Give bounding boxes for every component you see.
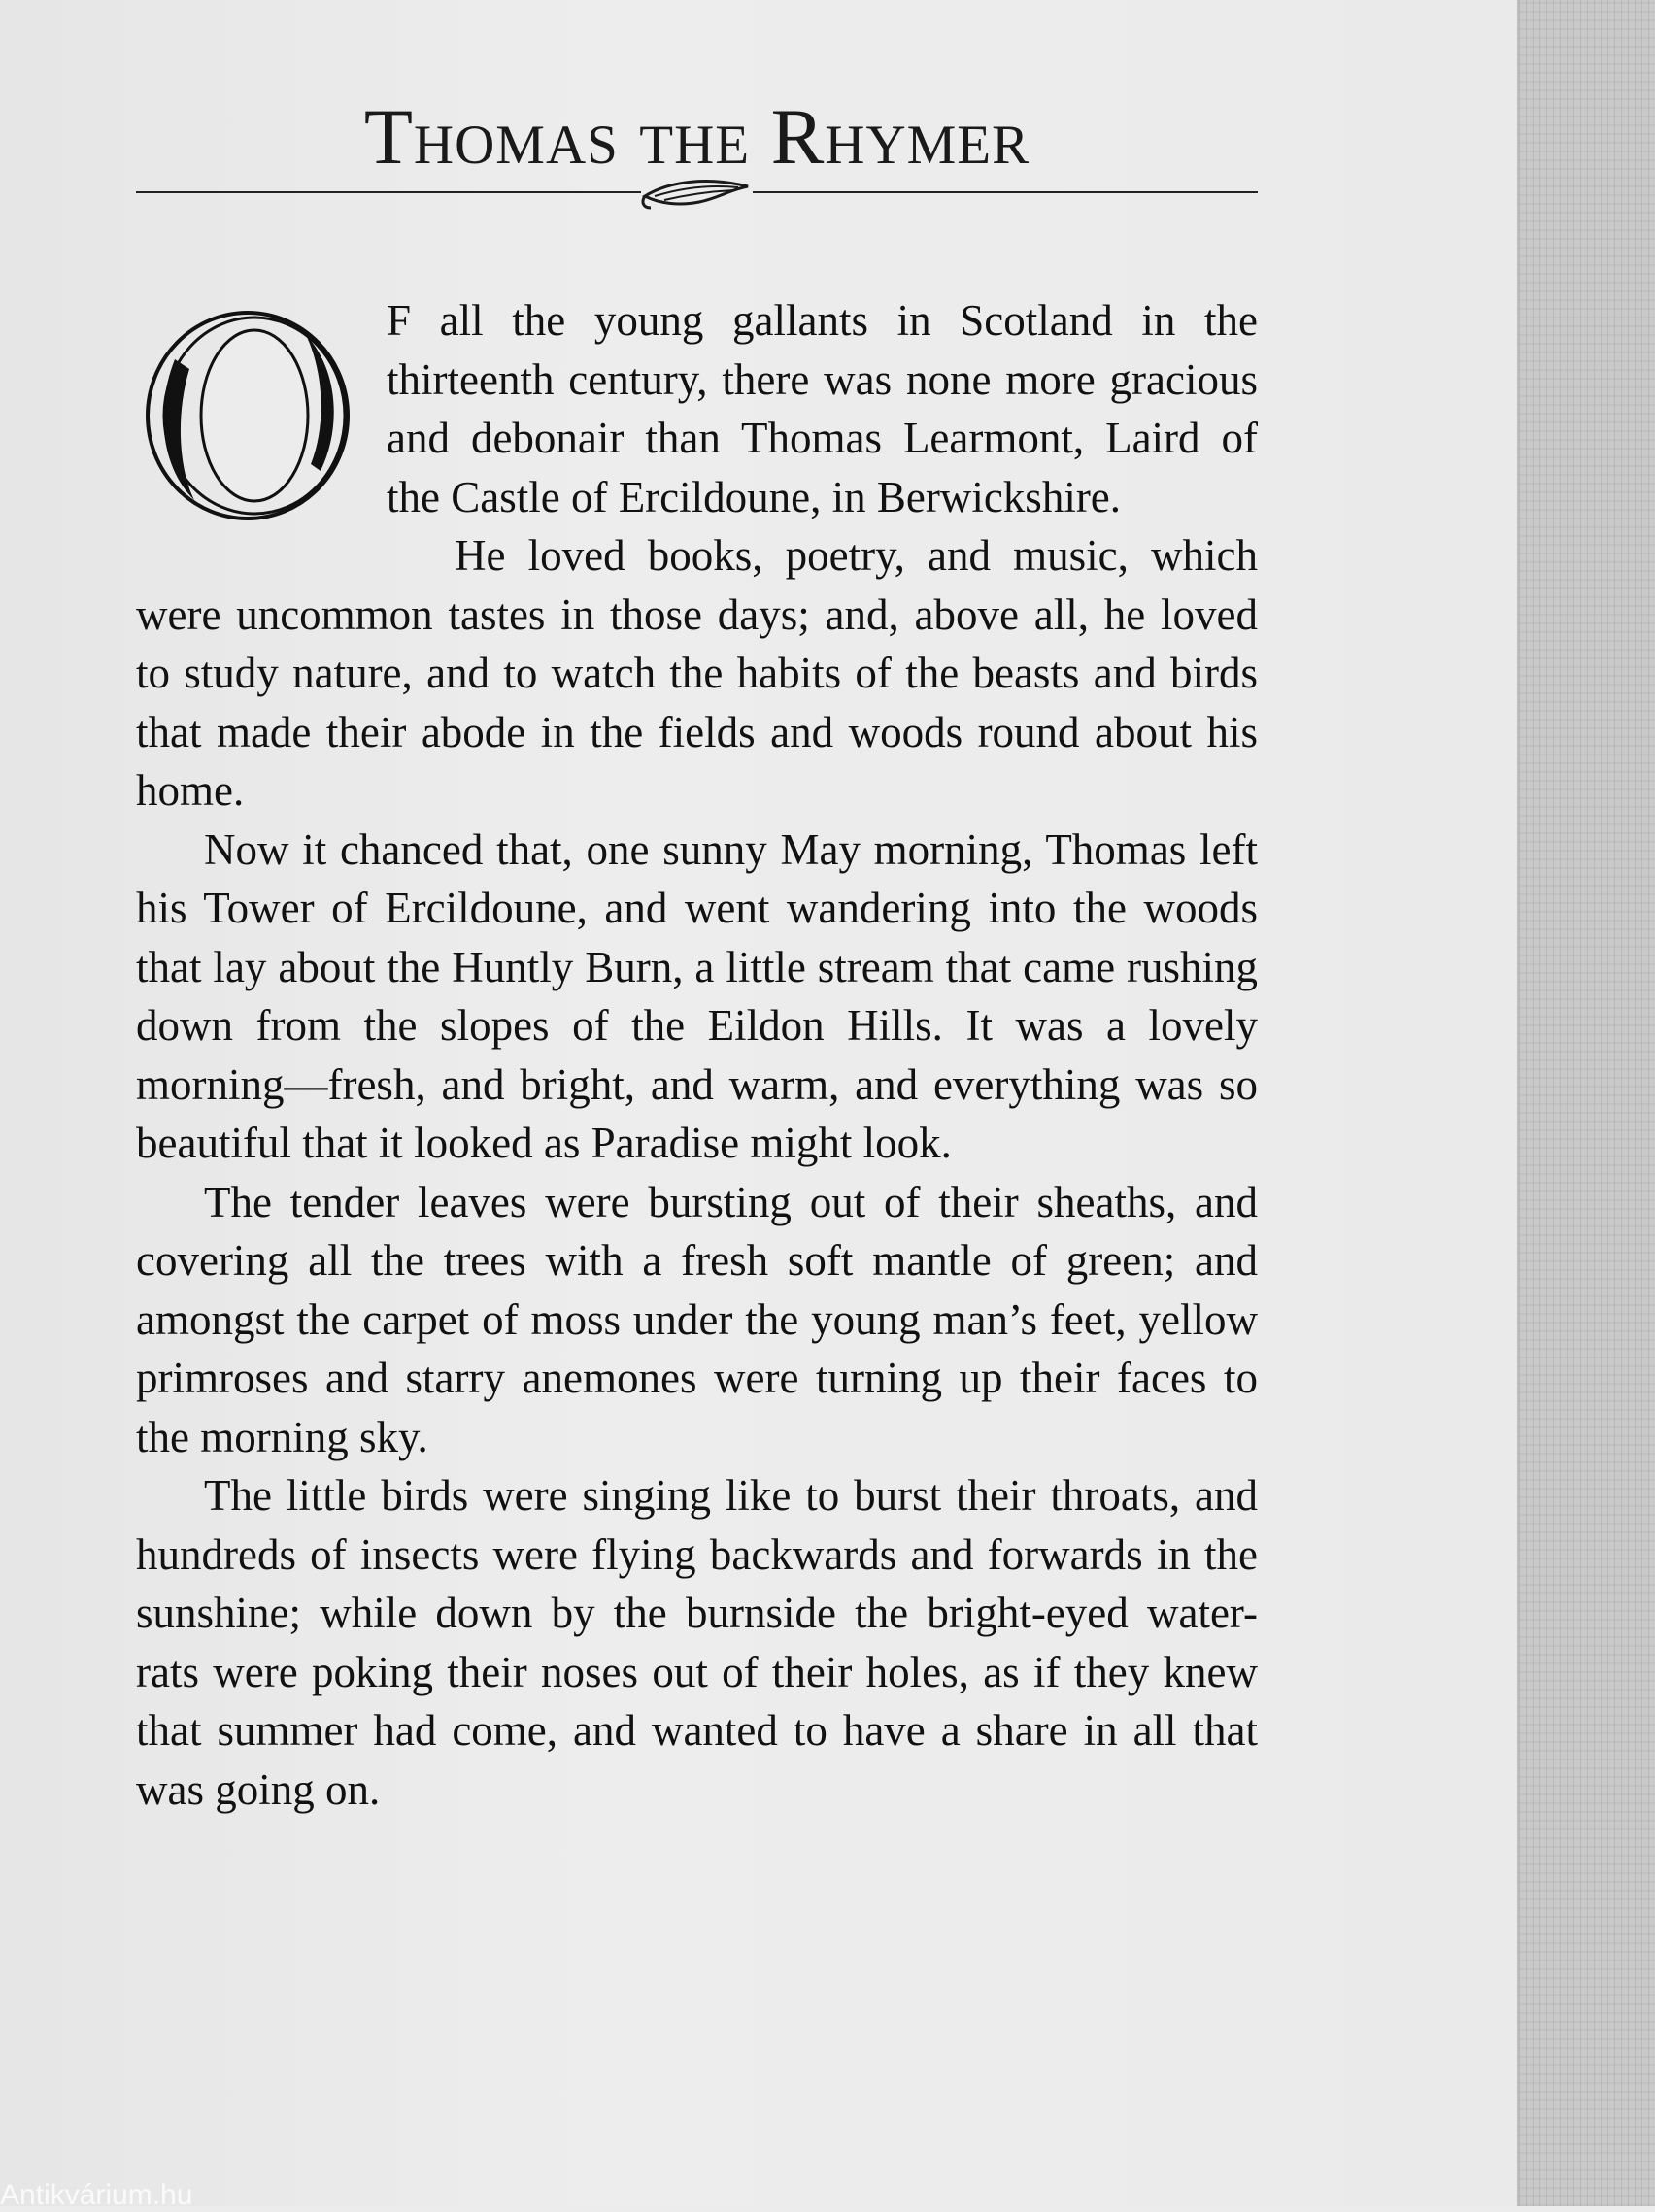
chapter-title: Thomas the Rhymer (363, 92, 1030, 181)
paragraph-1 (136, 291, 1258, 526)
paragraph-5: The little birds were singing like to burst their throats, and hundreds of insects were flying backwards and forwards in the sunshine; while down by the burnside the bright-eyed water-rats were poking their noses out of their holes, as if they knew that summer had come, and wanted to have a share in all that was going on. (136, 1471, 1258, 1814)
paragraph-1-text: F all the young gallants in Scotland in the thirteenth century, there was none more gracious and debonair than Thomas Learmont, Laird of the Castle of Ercildoune, in Berwickshire. (387, 296, 1258, 521)
paragraph-3: Now it chanced that, one sunny May morning, Thomas left his Tower of Ercildoune, and went wandering into the woods that lay about the Huntly Burn, a little stream that came rushing down from the slopes of the Eildon Hills. It was a lovely morning—fresh, and bright, and warm, and everything was so beautiful that it looked as Paradise might look. (136, 824, 1258, 1167)
drop-cap-o-icon (136, 301, 369, 534)
title-rule-right (753, 191, 1258, 193)
paragraph-2: He loved books, poetry, and music, which were uncommon tastes in those days; and, above all, he loved to study nature, and to watch the habits of the beasts and birds that made their abode in the fields and woods round about his home. (136, 531, 1258, 815)
paragraph-4: The tender leaves were bursting out of their sheaths, and covering all the trees with a fresh soft mantle of green; and amongst the carpet of moss under the young man’s feet, yellow primroses and starry anemones were turning up their faces to the morning sky. (136, 1177, 1258, 1461)
feather-ornament-icon (641, 175, 753, 214)
drop-cap (136, 301, 369, 534)
page-edges (1517, 0, 1655, 2206)
story-text (136, 291, 1258, 1819)
watermark: Antikvárium.hu (0, 2179, 193, 2211)
title-rule-left (136, 191, 641, 193)
